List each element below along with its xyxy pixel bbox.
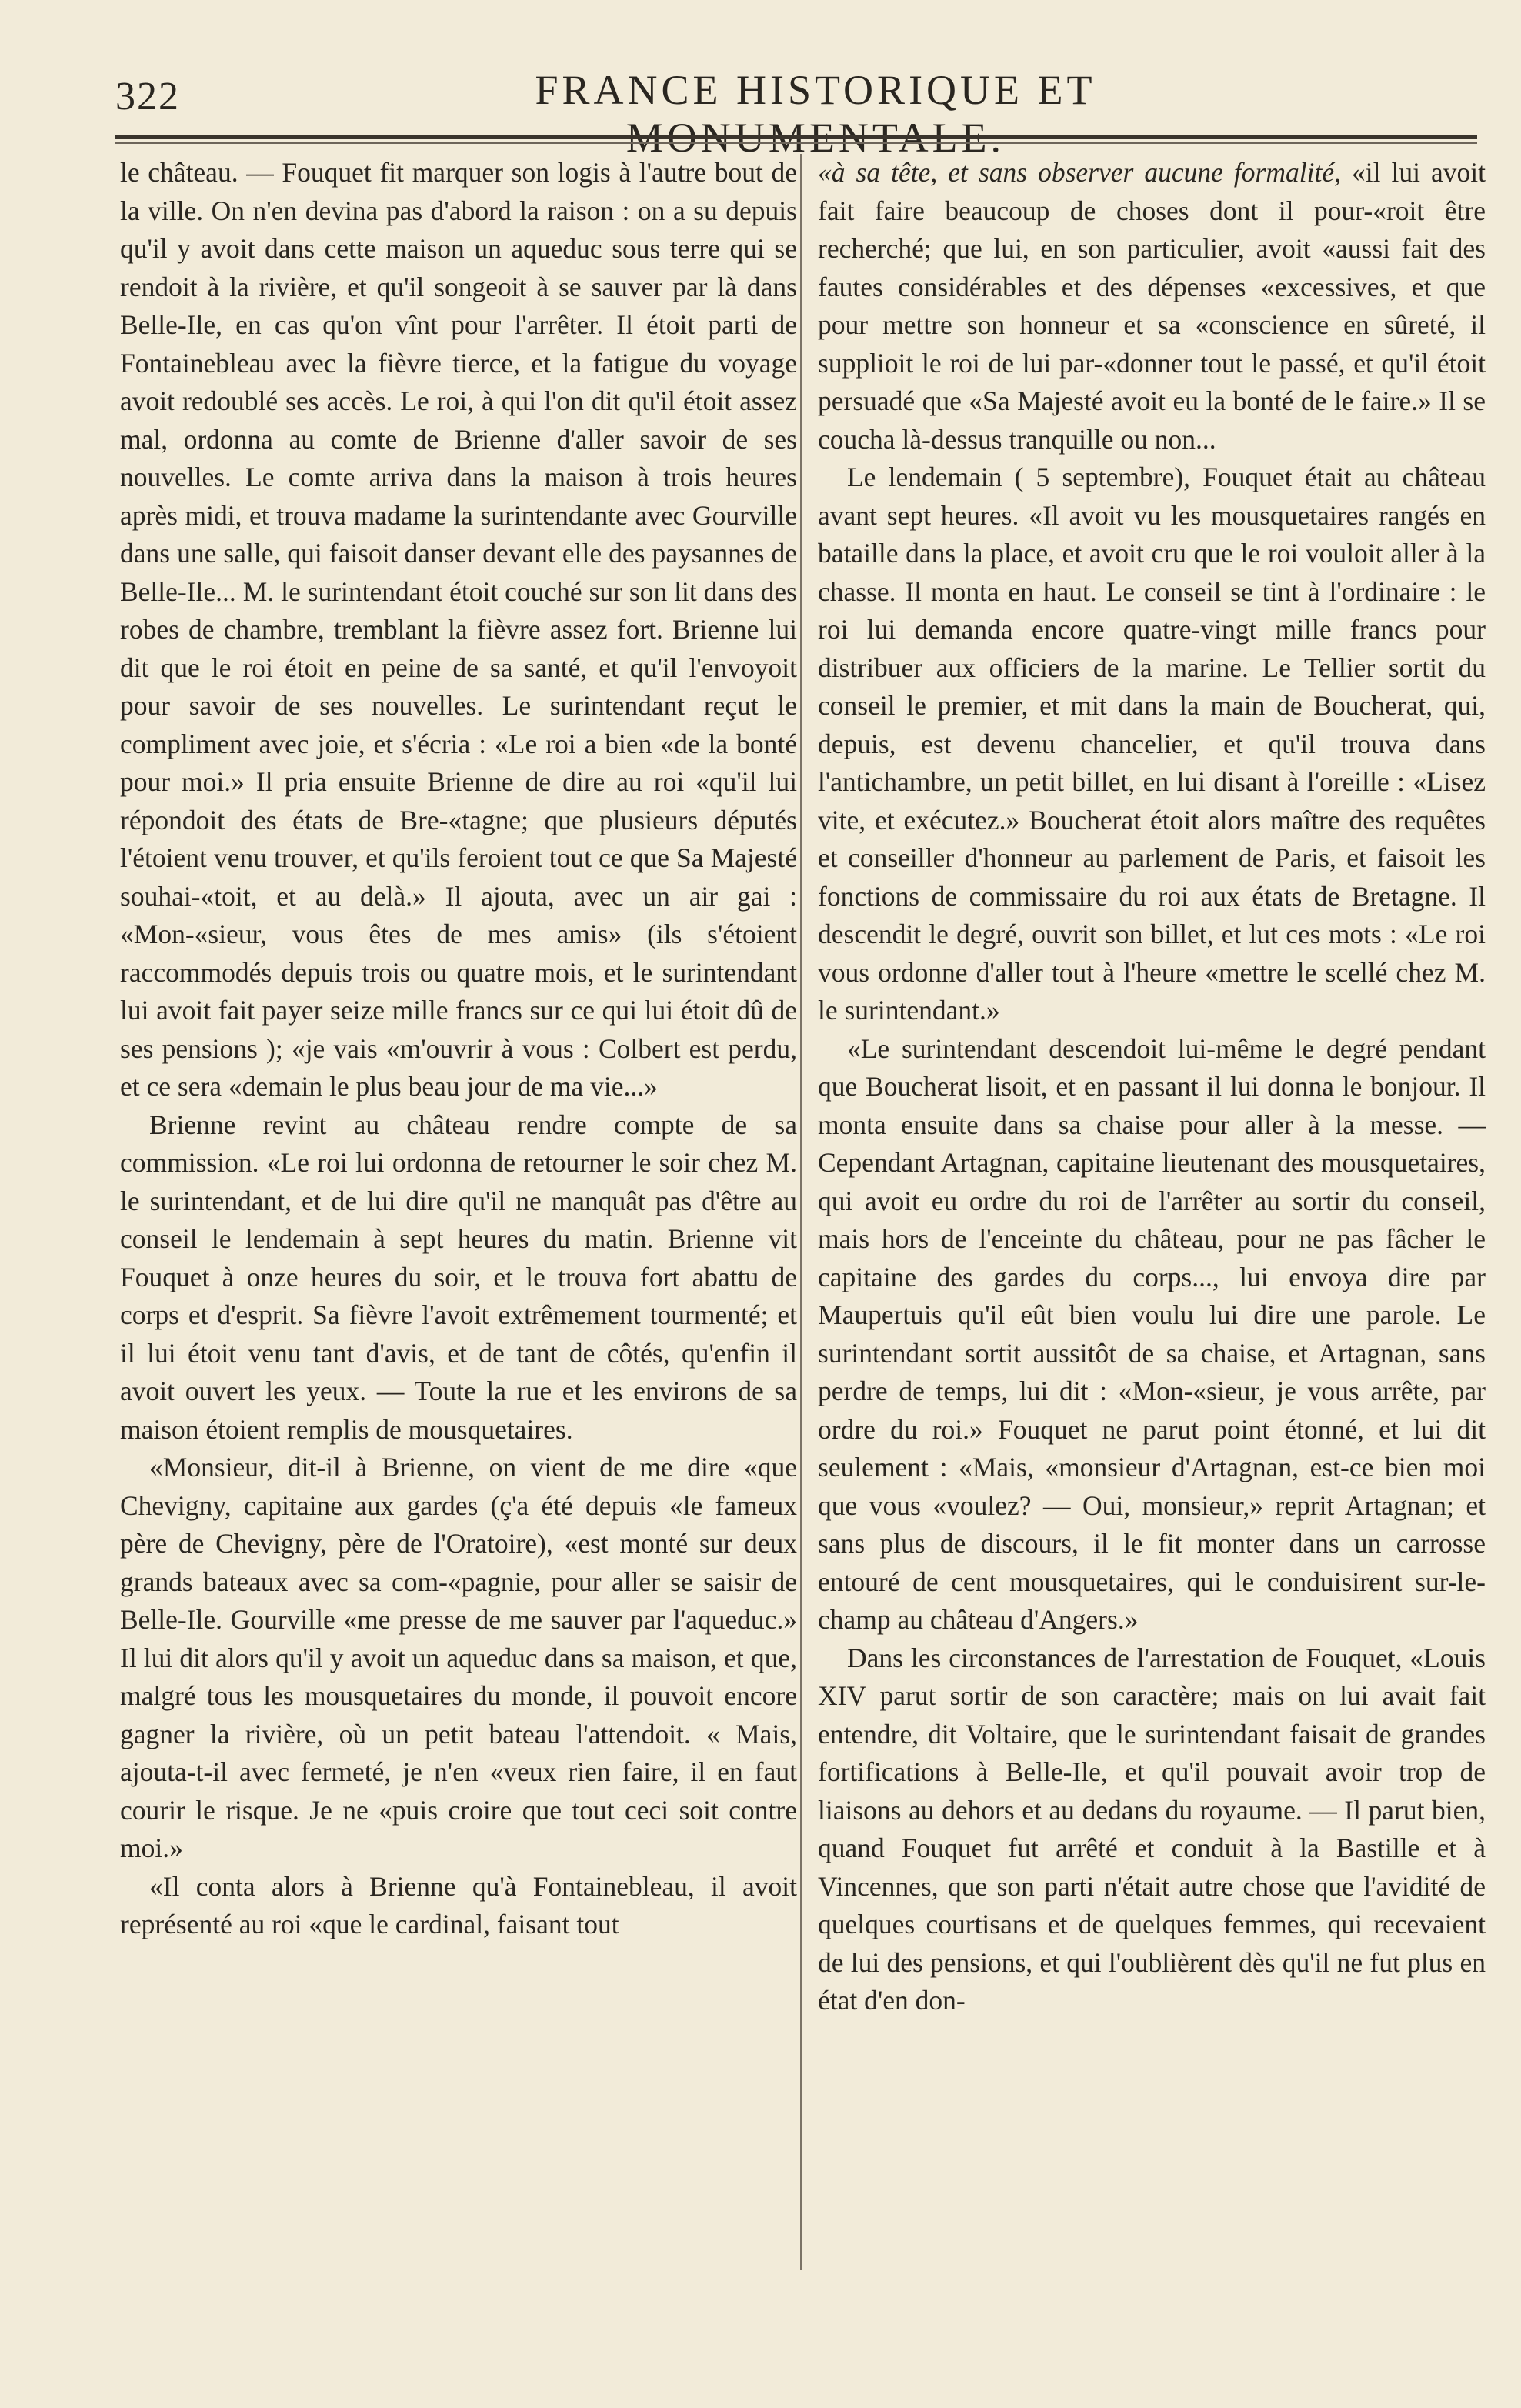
right-paragraph-1-italic-lead: «à sa tête, et sans observer aucune formalité,: [818, 157, 1341, 188]
right-paragraph-2: Le lendemain ( 5 septembre), Fouquet était au château avant sept heures. «Il avoit vu les mousquetaires rangés en bataille dans la place, et avoit cru que le roi vouloit aller à la chasse. Il monta en haut. Le conseil se tint à l'ordinaire : le roi lui demanda encore quatre-vingt mille francs pour distribuer aux officiers de la marine. Le Tellier sortit du conseil le premier, et mit dans la main de Boucherat, qui, depuis, est devenu chancelier, et qu'il trouva dans l'antichambre, un petit billet, en lui disant à l'oreille : «Lisez vite, et exécutez.» Boucherat étoit alors maître des requêtes et conseiller d'honneur au parlement de Paris, et faisoit les fonctions de commissaire du roi aux états de Bretagne. Il descendit le degré, ouvrit son billet, et lut ces mots : «Le roi vous ordonne d'aller tout à l'heure «mettre le scellé chez M. le surintendant.»: [818, 462, 1486, 1026]
column-divider: [800, 154, 802, 2270]
right-paragraph-3: «Le surintendant descendoit lui-même le degré pendant que Boucherat lisoit, et en passant il lui donna le bonjour. Il monta ensuite dans sa chaise pour aller à la messe. — Cependant Artagnan, capitaine lieutenant des mousquetaires, qui avoit eu ordre du roi de l'arrêter au sortir du conseil, mais hors de l'enceinte du château, pour ne pas fâcher le capitaine des gardes du corps..., lui envoya dire par Maupertuis qu'il eût bien voulu lui dire une parole. Le surintendant sortit aussitôt de sa chaise, et Artagnan, sans perdre de temps, lui dit : «Mon-«sieur, je vous arrête, par ordre du roi.» Fouquet ne parut point étonné, et lui dit seulement : «Mais, «monsieur d'Artagnan, est-ce bien moi que vous «voulez? — Oui, monsieur,» reprit Artagnan; et sans plus de discours, il le fit monter dans un carrosse entouré de cent mousquetaires, qui le conduisirent sur-le-champ au château d'Angers.»: [818, 1032, 1486, 1635]
running-title: FRANCE HISTORIQUE ET: [535, 67, 1096, 113]
page-number: 322: [115, 75, 180, 118]
left-paragraph-3: «Monsieur, dit-il à Brienne, on vient de me dire «que Chevigny, capitaine aux gardes (ç'a été depuis «le fameux père de Chevigny, père de l'Oratoire), «est monté sur deux grands bateaux avec sa com-«pagnie, pour aller se saisir de Belle-Ile. Gourville «me presse de me sauver par l'aqueduc.» Il lui dit alors qu'il y avoit un aqueduc dans sa maison, et que, malgré tous les mousquetaires du monde, il pouvoit encore gagner la rivière, où un petit bateau l'attendoit. « Mais, ajouta-t-il avec fermeté, je n'en «veux rien faire, il en faut courir le risque. Je ne «puis croire que tout ceci soit contre moi.»: [120, 1452, 797, 1863]
left-paragraph-4: «Il conta alors à Brienne qu'à Fontainebleau, il avoit représenté au roi «que le cardinal, faisant tout: [120, 1870, 797, 1939]
right-paragraph-4: Dans les circonstances de l'arrestation de Fouquet, «Louis XIV parut sortir de son caractère; mais on lui avait fait entendre, dit Voltaire, que le surintendant faisait de grandes fortifications à Belle-Ile, et qu'il pouvait avoir trop de liaisons au dehors et au dedans du royaume. — Il parut bien, quand Fouquet fut arrêté et conduit à la Bastille et à Vincennes, que son parti n'était autre chose que l'avidité de quelques courtisans et de quelques femmes, qui recevaient de lui des pensions, et qui l'oublièrent dès qu'il ne fut plus en état d'en don-: [818, 1642, 1486, 2016]
right-paragraph-1: [818, 154, 1486, 459]
left-paragraph-1: le château. — Fouquet fit marquer son logis à l'autre bout de la ville. On n'en devina pas d'abord la raison : on a su depuis qu'il y avoit dans cette maison un aqueduc sous terre qui se rendoit à la rivière, et qu'il songeoit à se sauver par là dans Belle-Ile, en cas qu'on vînt pour l'arrêter. Il étoit parti de Fontainebleau avec la fièvre tierce, et la fatigue du voyage avoit redoublé ses accès. Le roi, à qui l'on dit qu'il étoit assez mal, ordonna au comte de Brienne d'aller savoir de ses nouvelles. Le comte arriva dans la maison à trois heures après midi, et trouva madame la surintendante avec Gourville dans une salle, qui faisoit danser devant elle des paysannes de Belle-Ile... M. le surintendant étoit couché sur son lit dans des robes de chambre, tremblant la fièvre assez fort. Brienne lui dit que le roi étoit en peine de sa santé, et qu'il l'envoyoit pour savoir de ses nouvelles. Le surintendant reçut le compliment avec joie, et s'écria : «Le roi a bien «de la bonté pour moi.» Il pria ensuite Brienne de dire au roi «qu'il lui répondoit des états de Bre-«tagne; que plusieurs députés l'étoient venu trouver, et qu'ils feroient tout ce que Sa Majesté souhai-«toit, et au delà.» Il ajouta, avec un air gai : «Mon-«sieur, vous êtes de mes amis» (ils s'étoient raccommodés depuis trois ou quatre mois, et le surintendant lui avoit fait payer seize mille francs sur ce qui lui étoit dû de ses pensions ); «je vais «m'ouvrir à vous : Colbert est perdu, et ce sera «demain le plus beau jour de ma vie...»: [120, 157, 797, 1102]
header-rule-thick: [115, 135, 1477, 139]
left-column: [120, 154, 797, 1944]
right-column: [818, 154, 1486, 2020]
right-paragraph-1-body: «il lui avoit fait faire beaucoup de choses dont il pour-«roit être recherché; que lui, en son particulier, avoit «aussi fait des fautes considérables et des dépenses «excessives, et que pour mettre son honneur et sa «conscience en sûreté, il supplioit le roi de lui par-«donner tout le passé, et qu'il étoit persuadé que «Sa Majesté avoit eu la bonté de le faire.» Il se coucha là-dessus tranquille ou non...: [818, 157, 1486, 455]
left-paragraph-2: Brienne revint au château rendre compte de sa commission. «Le roi lui ordonna de retourner le soir chez M. le surintendant, et de lui dire qu'il ne manquât pas d'être au conseil le lendemain à sept heures du matin. Brienne vit Fouquet à onze heures du soir, et le trouva fort abattu de corps et d'esprit. Sa fièvre l'avoit extrêmement tourmenté; et il lui étoit venu tant d'avis, et de tant de côtés, qu'enfin il avoit ouvert les yeux. — Toute la rue et les environs de sa maison étoient remplis de mousquetaires.: [120, 1109, 797, 1445]
header-rule-thin: [115, 142, 1477, 144]
